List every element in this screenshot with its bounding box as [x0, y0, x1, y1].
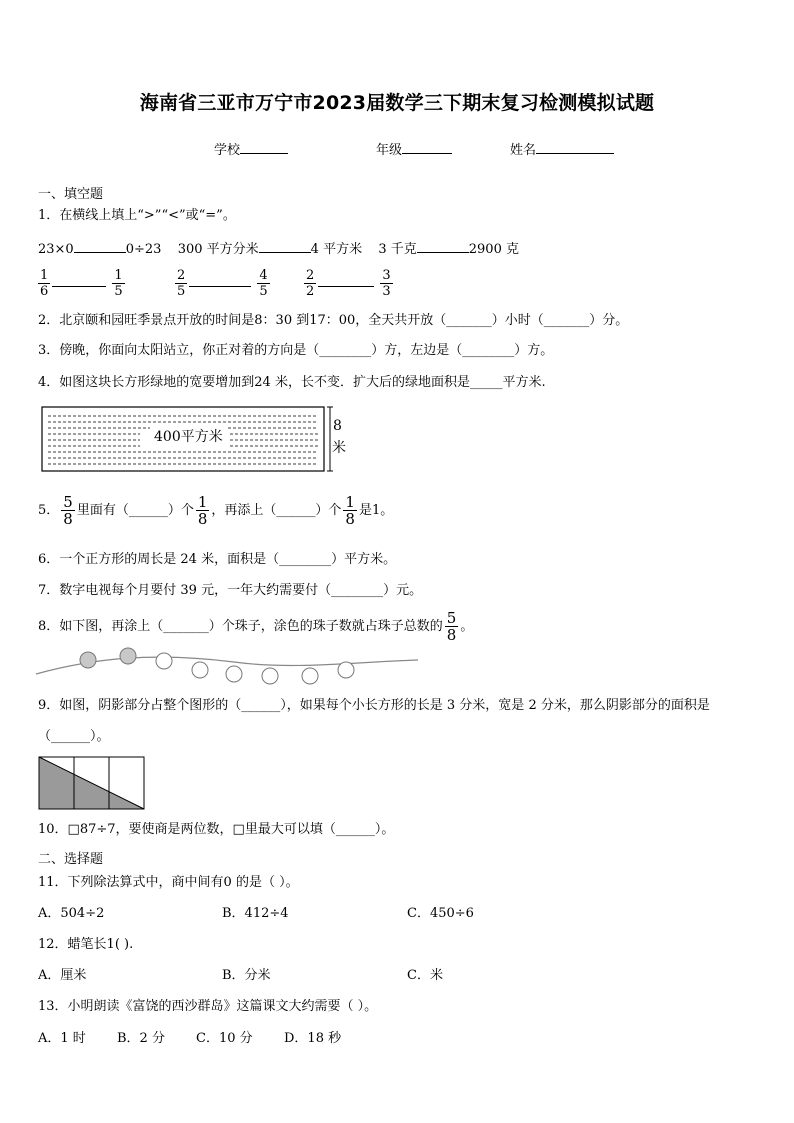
question-11: 11．下列除法算式中，商中间有0 的是（ ）。: [38, 875, 299, 890]
q5-fraction-1: $\frac{5}{8}$: [63, 493, 73, 528]
page-title: 海南省三亚市万宁市2023届数学三下期末复习检测模拟试题: [139, 92, 655, 114]
question-1: 1．在横线上填上“>”“<”或“=”。: [38, 208, 236, 223]
q11-option-c[interactable]: C．450÷6: [407, 906, 474, 921]
q1-expr-a: 23×0: [38, 242, 74, 257]
question-1-row-2: [36, 268, 395, 299]
q1-fraction-2: $\frac{1}{5}$: [114, 268, 123, 299]
school-field[interactable]: [214, 141, 288, 159]
q1-fraction-4: $\frac{4}{5}$: [259, 268, 268, 299]
bead-shaded-2: [120, 648, 136, 664]
q5-fraction-3: $\frac{1}{8}$: [345, 493, 355, 528]
q1-blank-2[interactable]: [259, 240, 311, 253]
bead-shaded-1: [80, 652, 96, 668]
grade-label: 年级: [376, 143, 403, 158]
section-fill-blank: 一、填空题: [38, 187, 104, 202]
question-9: 9．如图，阴影部分占整个图形的（______），如果每个小长方形的长是 3 分米，宽是 2 分米，那么阴影部分的面积是: [38, 698, 710, 713]
bead-3: [226, 666, 242, 682]
question-1-row-1: [38, 240, 519, 258]
q4-area-label: 400平方米: [150, 426, 227, 446]
name-field[interactable]: [510, 141, 614, 159]
question-8: 8．如下图，再涂上（_______）个珠子，涂色的珠子数就占珠子总数的 $\frac{5}{8}$ 。: [38, 609, 474, 644]
section-choice: 二、选择题: [38, 852, 104, 867]
question-3: 3．傍晚，你面向太阳站立，你正对着的方向是（________）方，左边是（________）方。: [38, 343, 554, 358]
q1-blank-5[interactable]: [189, 274, 251, 287]
question-6: 6．一个正方形的周长是 24 米，面积是（________）平方米。: [38, 552, 397, 567]
question-5: 5． $\frac{5}{8}$ 里面有（______）个 $\frac{1}{8}$ ，再添上（______）个 $\frac{1}{8}$ 是1。: [38, 493, 394, 528]
q1-blank-6[interactable]: [318, 274, 374, 287]
q1-expr-c: 300 平方分米: [177, 242, 259, 257]
q12-option-b[interactable]: B．分米: [222, 968, 271, 983]
q1-fraction-3: $\frac{2}{5}$: [176, 268, 186, 299]
q1-expr-b: 0÷23: [125, 242, 162, 257]
question-13: 13．小明朗读《富饶的西沙群岛》这篇课文大约需要（ ）。: [38, 999, 378, 1014]
q1-fraction-1: $\frac{1}{6}$: [40, 268, 49, 299]
bead-6: [338, 662, 354, 678]
q1-blank-3[interactable]: [417, 240, 469, 253]
question-9-continued: （______）。: [38, 729, 110, 744]
question-10: 10．□87÷7，要使商是两位数，□里最大可以填（______）。: [38, 822, 395, 837]
name-label: 姓名: [510, 143, 537, 158]
bead-4: [262, 668, 278, 684]
q4-side-label-1: 8: [333, 418, 342, 434]
q1-fraction-5: $\frac{2}{2}$: [305, 268, 315, 299]
q12-option-a[interactable]: A．厘米: [38, 968, 87, 983]
q1-blank-1[interactable]: [74, 240, 126, 253]
q9-shaded-figure: [38, 756, 150, 812]
q1-blank-4[interactable]: [52, 274, 106, 287]
q1-expr-e: 3 千克: [378, 242, 417, 257]
grade-field[interactable]: [376, 141, 452, 159]
school-label: 学校: [214, 143, 241, 158]
question-4: 4．如图这块长方形绿地的宽要增加到24 米，长不变．扩大后的绿地面积是_____平方米.: [38, 375, 546, 390]
q1-expr-d: 4 平方米: [310, 242, 363, 257]
question-7: 7．数字电视每个月要付 39 元，一年大约需要付（________）元。: [38, 583, 423, 598]
q11-option-a[interactable]: A．504÷2: [38, 906, 105, 921]
bead-2: [192, 662, 208, 678]
q12-option-c[interactable]: C．米: [407, 968, 443, 983]
bead-1: [156, 653, 172, 669]
name-blank[interactable]: [536, 141, 614, 154]
q4-side-label-2: 米: [332, 440, 346, 456]
grade-blank[interactable]: [402, 141, 452, 154]
q8-fraction: $\frac{5}{8}$: [446, 609, 457, 644]
q13-option-a[interactable]: A．1 时: [38, 1031, 86, 1046]
q13-option-d[interactable]: D．18 秒: [284, 1031, 342, 1046]
q5-fraction-2: $\frac{1}{8}$: [197, 493, 208, 528]
school-blank[interactable]: [240, 141, 288, 154]
q1-fraction-6: $\frac{3}{3}$: [382, 268, 391, 299]
bead-5: [302, 668, 318, 684]
q11-option-b[interactable]: B．412÷4: [222, 906, 289, 921]
q13-option-c[interactable]: C．10 分: [196, 1031, 253, 1046]
q13-option-b[interactable]: B．2 分: [117, 1031, 165, 1046]
question-12: 12．蜡笔长1( ).: [38, 937, 134, 952]
q8-bead-string: [34, 640, 424, 692]
question-2: 2．北京颐和园旺季景点开放的时间是8：30 到17：00，全天共开放（_______）小时（_______）分。: [38, 313, 629, 328]
q1-expr-f: 2900 克: [468, 242, 519, 257]
